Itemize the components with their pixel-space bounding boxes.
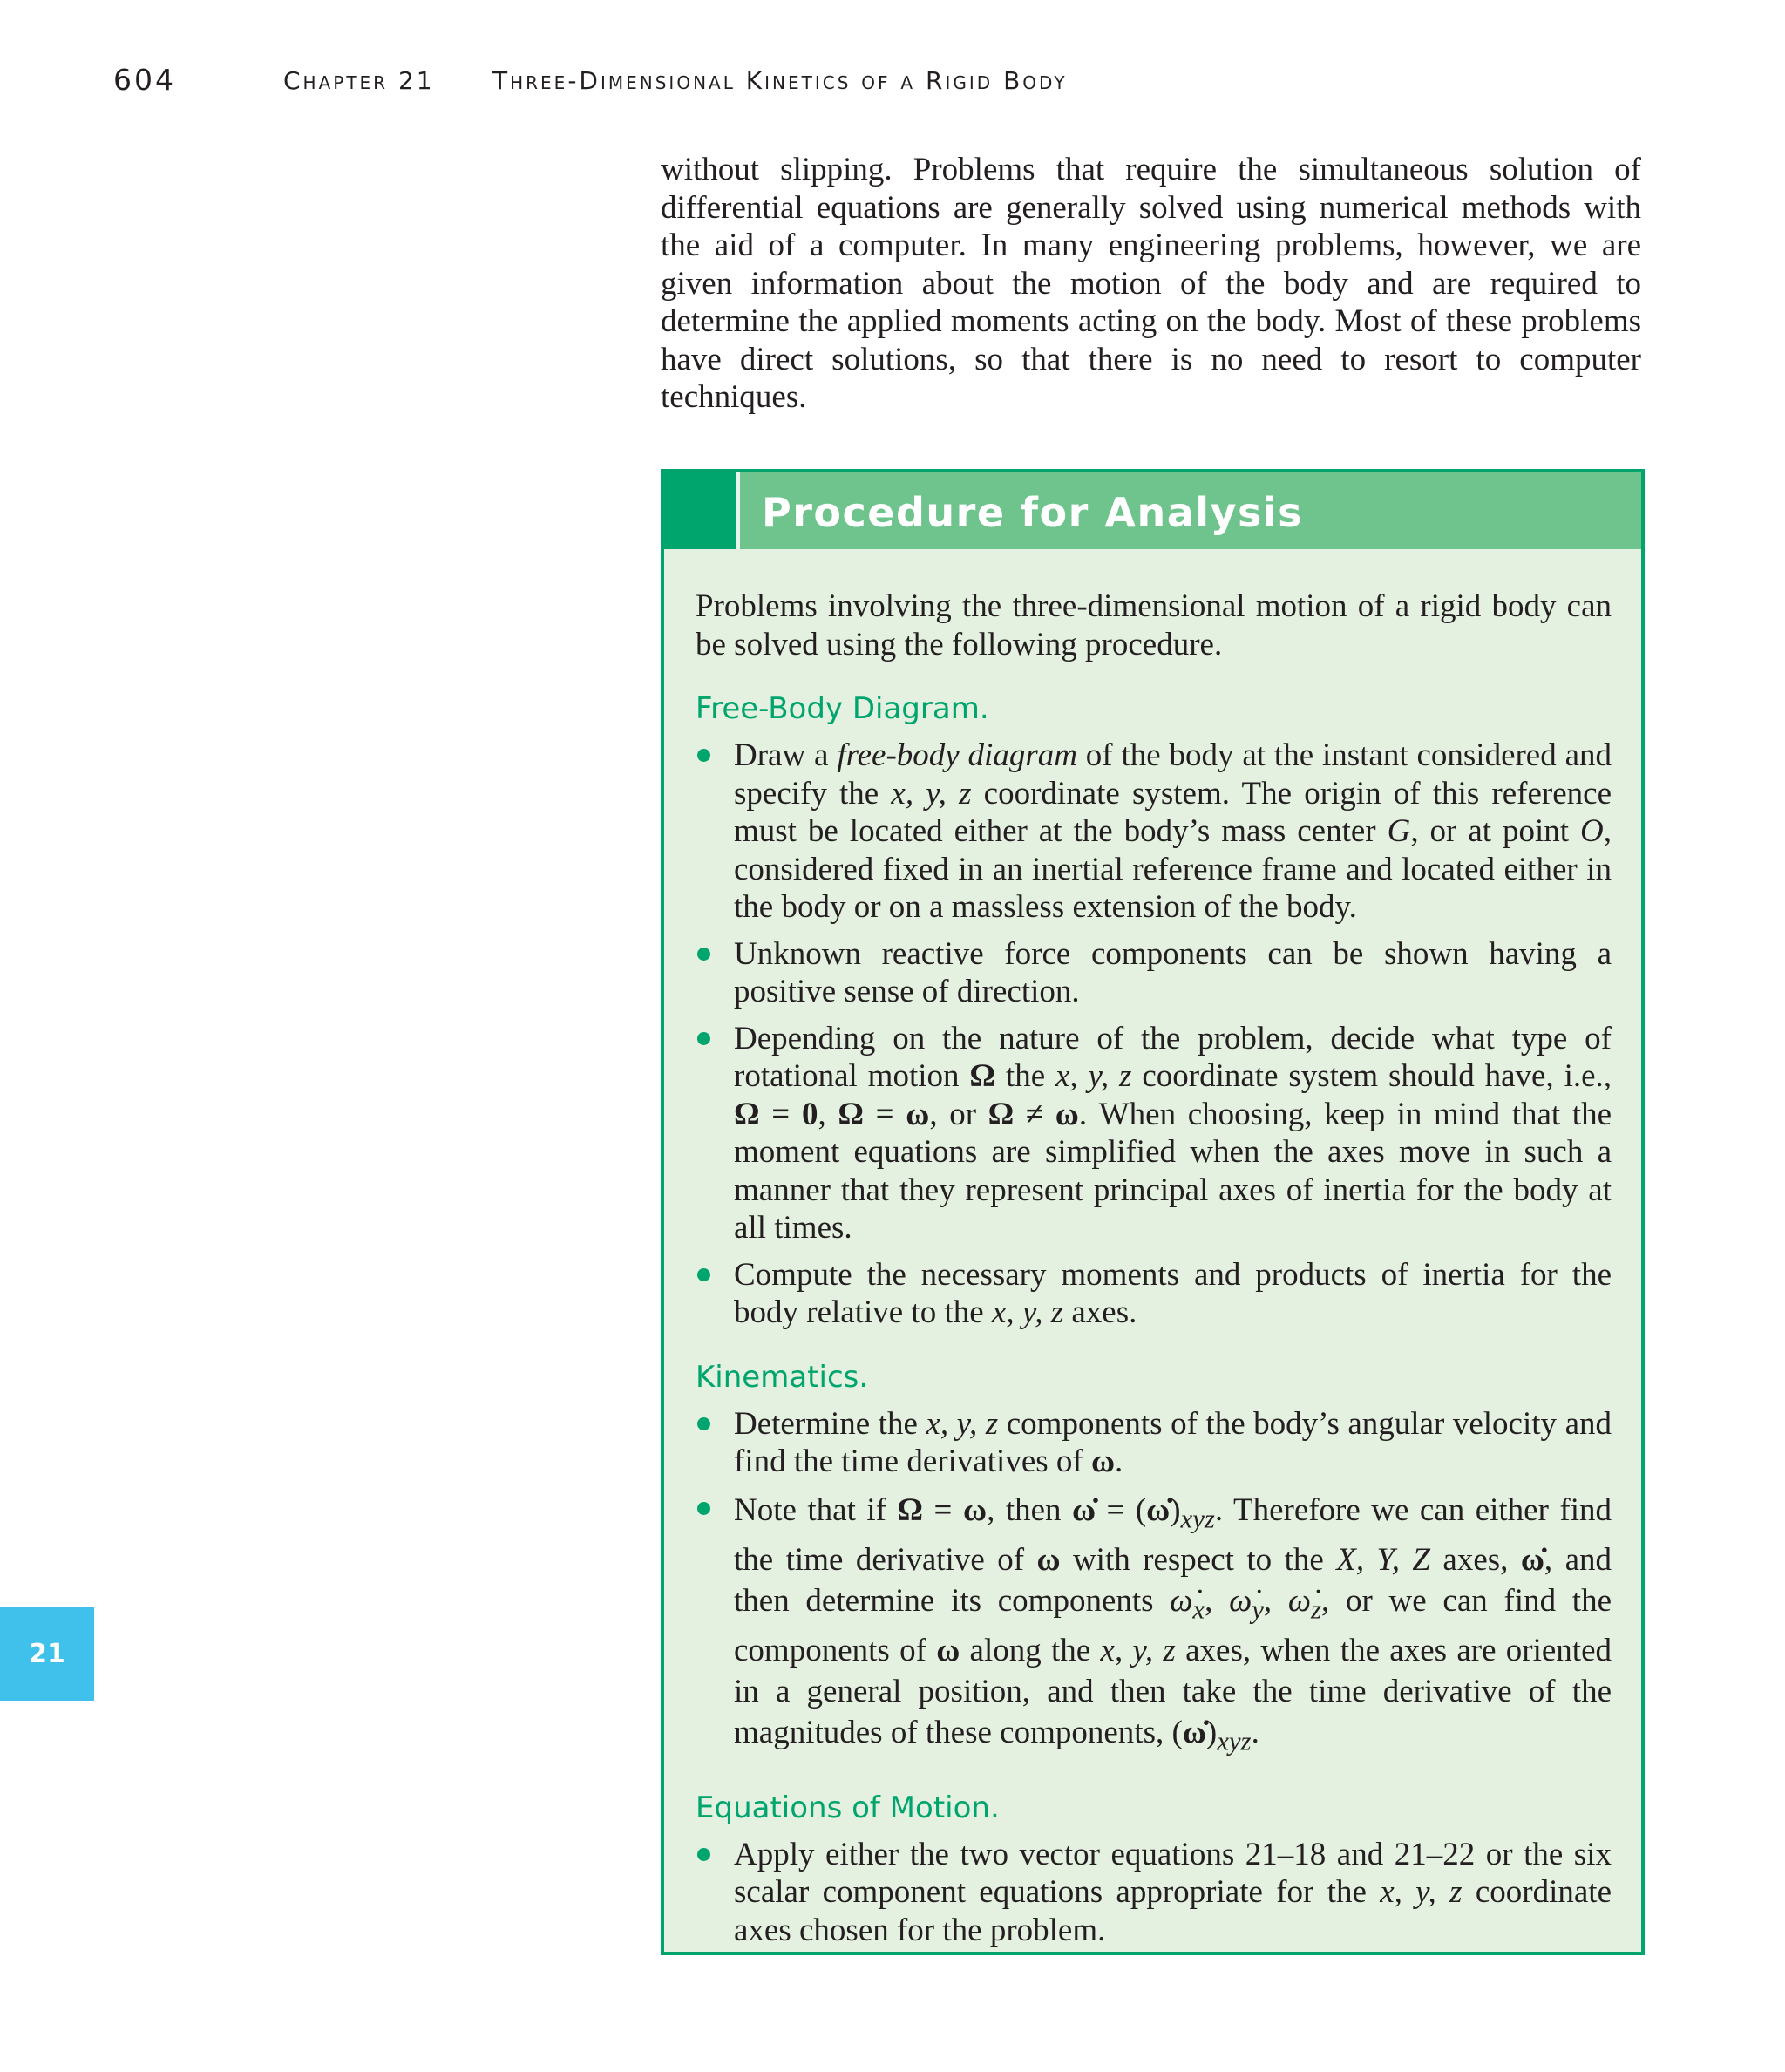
bullet-dot-icon: [697, 1417, 710, 1430]
intro-paragraph: without slipping. Problems that require the simultaneous solution of differential equations are generally solved using numerical methods with the aid of a computer. In many engineering problems, however, we are given information about the motion of the body and are required to determine the applied moments acting on the body. Most of these problems have direct solutions, so that there is no need to resort to computer techniques.: [661, 152, 1641, 415]
section-heading-kinematics: Kinematics.: [696, 1359, 869, 1395]
running-head: [0, 63, 1785, 98]
section-heading-free-body-diagram: Free-Body Diagram.: [696, 691, 989, 726]
bullet-dot-icon: [697, 1268, 710, 1281]
page-number: 604: [113, 63, 176, 97]
procedure-box-title: Procedure for Analysis: [762, 489, 1304, 536]
list-item: Apply either the two vector equations 21–18 and 21–22 or the six scalar component equations appropriate for the x, y, z coordinate axes chosen for the problem.: [696, 1836, 1612, 1950]
procedure-box: [661, 469, 1645, 1955]
chapter-title: Three-Dimensional Kinetics of a Rigid Body: [492, 66, 1068, 95]
procedure-box-body: [696, 588, 1612, 1958]
bullet-dot-icon: [697, 749, 710, 762]
chapter-thumb-tab: 21: [0, 1607, 94, 1701]
header-accent-divider: [736, 472, 740, 549]
list-item: Draw a free-body diagram of the body at the instant considered and specify the x, y, z coordinate system. The origin of this reference must be located either at the body’s mass center G, or at point O, considered fixed in an inertial reference frame and located either in the body or on a massless extension of the body.: [696, 737, 1612, 927]
procedure-box-header: [664, 472, 1641, 549]
list-item: Unknown reactive force components can be shown having a positive sense of direction.: [696, 935, 1612, 1011]
bullet-dot-icon: [697, 1848, 710, 1861]
bullet-dot-icon: [697, 1502, 710, 1515]
free-body-diagram-list: [696, 737, 1612, 1332]
kinematics-list: [696, 1405, 1612, 1763]
list-item: Compute the necessary moments and products of inertia for the body relative to the x, y, z axes.: [696, 1256, 1612, 1332]
list-item: Determine the x, y, z components of the body’s angular velocity and find the time derivatives of ω.: [696, 1405, 1612, 1481]
procedure-lead: Problems involving the three-dimensional motion of a rigid body can be solved using the following procedure.: [696, 588, 1612, 662]
section-heading-equations-of-motion: Equations of Motion.: [696, 1790, 1000, 1825]
equations-of-motion-list: [696, 1836, 1612, 1950]
chapter-label: Chapter 21: [283, 66, 435, 95]
list-item: Depending on the nature of the problem, decide what type of rotational motion Ω the x, y, z coordinate system should have, i.e., Ω = 0, Ω = ω, or Ω ≠ ω. When choosing, keep in mind that the moment equations are simplified when the axes move in such a manner that they represent principal axes of inertia for the body at all times.: [696, 1020, 1612, 1247]
bullet-dot-icon: [697, 1032, 710, 1045]
list-item: Note that if Ω = ω, then ω̇ = $(\omegȧ)_{xyz}$. Therefore we can either find the time derivative of ω with respect to the X, Y, Z axes, ω̇, and then determine its components $\omegȧ_x$, $\omegȧ_y$, $\omegȧ_z$, or we can find the components of ω along the x, y, z axes, when the axes are oriented in a general position, and then take the time derivative of the magnitudes of these components, $(\omegȧ)_{xyz}$.: [696, 1490, 1612, 1763]
bullet-dot-icon: [697, 948, 710, 961]
header-accent-block: [664, 472, 736, 549]
